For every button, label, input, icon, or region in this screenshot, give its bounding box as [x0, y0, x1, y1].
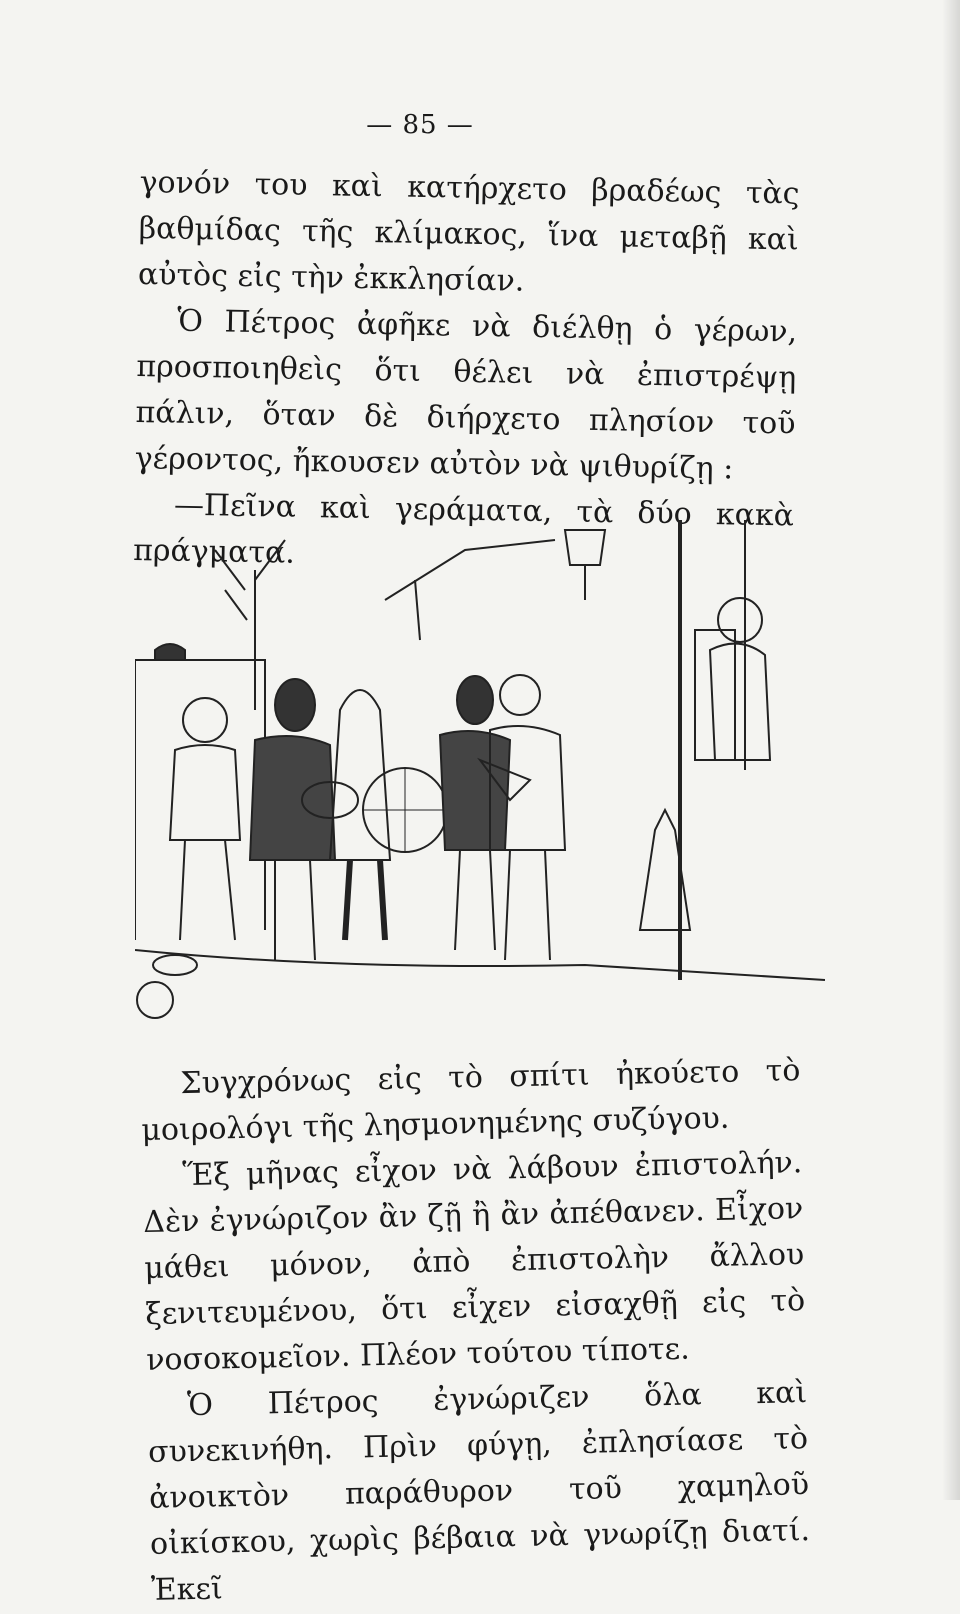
illustration-drawing	[135, 510, 825, 1050]
text-block-bottom	[140, 1048, 811, 1614]
page-number: — 85 —	[366, 110, 474, 140]
dialogue-line: —Πεῖνα καὶ γεράματα, τὰ δύο κακὰ πράγματα.	[132, 487, 795, 571]
paragraph: Ὁ Πέτρος ἀφῆκε νὰ διέλθῃ ὁ γέρων, προσποιηθεὶς ὅτι θέλει νὰ ἐπιστρέψῃ πάλιν, ὅταν δὲ διήρχετο πλησίον τοῦ γέροντος, ἤκουσεν αὐτὸν νὰ ψιθυρίζῃ :	[134, 303, 798, 487]
page-edge-shadow	[942, 0, 960, 1500]
paragraph: Συγχρόνως εἰς τὸ σπίτι ἠκούετο τὸ μοιρολόγι τῆς λησμονημένης συζύγου.	[141, 1053, 801, 1148]
illustration-carolers	[135, 510, 825, 1050]
paragraph: Ἕξ μῆνας εἶχον νὰ λάβουν ἐπιστολήν. Δὲν ἐγνώριζον ἂν ζῇ ἢ ἂν ἀπέθανεν. Εἶχον μάθει μόνον, ἀπὸ ἐπιστολὴν ἄλλου ξενιτευμένου, ὅτι εἶχεν εἰσαχθῇ εἰς τὸ νοσοκομεῖον. Πλέον τούτου τίποτε.	[142, 1145, 806, 1378]
paragraph: γονόν του καὶ κατήρχετο βραδέως τὰς βαθμίδας τῆς κλίμακος, ἵνα μεταβῇ καὶ αὐτὸς εἰς τὴν ἐκκλησίαν.	[137, 164, 800, 299]
paragraph: Ὁ Πέτρος ἐγνώριζεν ὅλα καὶ συνεκινήθη. Πρὶν φύγῃ, ἐπλησίασε τὸ ἀνοικτὸν παράθυρον τοῦ χαμηλοῦ οἰκίσκου, χωρὶς βέβαια νὰ γνωρίζῃ διατί. Ἐκεῖ	[147, 1375, 811, 1608]
